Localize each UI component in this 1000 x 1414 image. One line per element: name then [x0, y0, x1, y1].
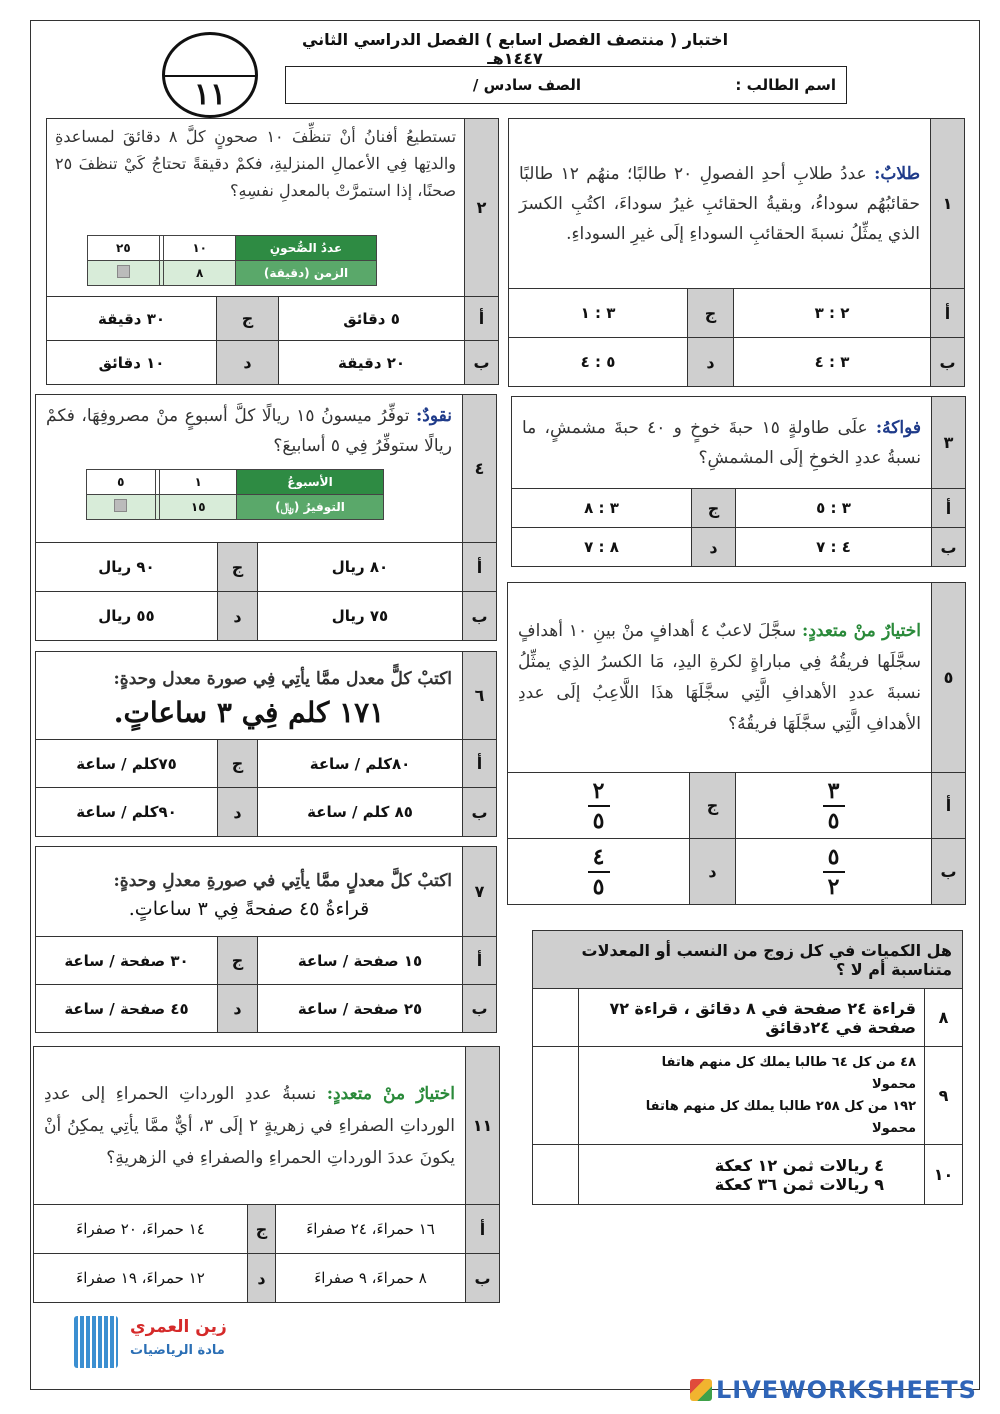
- question-3: [511, 396, 966, 567]
- item-line: ٩ ريالات ثمن ٣٦ كعكة: [714, 1174, 885, 1194]
- table-cell: ١: [160, 470, 237, 495]
- question-rate: ١٧١ كلم فِي ٣ ساعاتٍ.: [113, 696, 385, 729]
- option-b[interactable]: ٧٥ ريال: [258, 592, 463, 641]
- proportion-item-9: [579, 1047, 925, 1145]
- table-cell: ١٠: [164, 236, 236, 261]
- question-number: ٣: [932, 397, 966, 489]
- option-label: ب: [466, 1254, 500, 1303]
- table-header: الأسبوعُ: [237, 470, 384, 495]
- ratio-table: [87, 235, 377, 286]
- option-label: أ: [463, 740, 497, 788]
- option-label: أ: [932, 773, 966, 839]
- option-d[interactable]: ٥ : ٤: [509, 338, 688, 387]
- option-c[interactable]: [508, 773, 690, 839]
- question-number: ١٠: [925, 1145, 963, 1205]
- page-title: اختبار ( منتصف الفصل اسابع ) الفصل الدراسي الثاني ١٤٤٧هـ: [301, 30, 729, 68]
- option-label: أ: [466, 1205, 500, 1254]
- option-d[interactable]: ٥٥ ريال: [36, 592, 218, 641]
- option-b[interactable]: [736, 839, 932, 905]
- option-a[interactable]: ٨٠ ريال: [258, 543, 463, 592]
- author-logo: [70, 1313, 240, 1373]
- table-header: الزمن (دقيقة): [236, 261, 377, 286]
- option-label: ب: [932, 839, 966, 905]
- question-text: عددُ طلابِ أحدِ الفصولِ ٢٠ طالبًا؛ منهُم ١٢ طالبًا حقائبُهُم سوداءُ، وبقيةُ الحقائبِ غيرُ سوداءَ، اكتُبِ الكسرَ الذي يمثِّلُ نسبةَ الحقائبِ السوداءِ إلَى غيرِ السوداءِ.: [519, 163, 920, 244]
- question-number: ٦: [463, 652, 497, 740]
- question-text: توفِّرُ ميسونُ ١٥ ريالًا كلَّ أسبوعٍ منْ مصروفِهَا، فكمْ ريالًا ستوفِّرُ فِي ٥ أسابيعَ؟: [46, 406, 452, 456]
- option-label: ب: [463, 985, 497, 1033]
- item-line: ٤٨ من كل ٦٤ طالبا يملك كل منهم هاتفا: [661, 1054, 917, 1070]
- option-label: د: [690, 839, 736, 905]
- option-label: د: [692, 528, 736, 567]
- question-1: [508, 118, 965, 387]
- proportion-item-8: [579, 989, 925, 1047]
- building-icon: [74, 1316, 118, 1368]
- answer-cell-8[interactable]: [533, 989, 579, 1047]
- option-b[interactable]: ٢٥ صفحة / ساعة: [258, 985, 463, 1033]
- option-a[interactable]: ٥ دقائق: [279, 297, 465, 341]
- liveworksheets-logo-icon: [690, 1379, 712, 1401]
- ratio-table: [86, 469, 384, 520]
- author-name: زين العمري: [130, 1317, 227, 1337]
- option-label: د: [218, 592, 258, 641]
- option-b[interactable]: ٢٠ دقيقة: [279, 341, 465, 385]
- option-label: د: [218, 788, 258, 837]
- fraction-denominator: ٢: [827, 873, 840, 900]
- proportion-item-10: [579, 1145, 925, 1205]
- question-rate: قراءةُ ٤٥ صفحةً فِي ٣ ساعاتٍ.: [128, 897, 370, 920]
- option-c[interactable]: ٣٠ صفحة / ساعة: [36, 937, 218, 985]
- table-header: عددُ الصُّحونِ: [236, 236, 377, 261]
- table-cell: ٢٥: [88, 236, 160, 261]
- option-d[interactable]: ٤٥ صفحة / ساعة: [36, 985, 218, 1033]
- option-label: ج: [218, 937, 258, 985]
- table-cell: ١٥: [160, 495, 237, 520]
- item-line: ١٩٢ من كل ٢٥٨ طالبا يملك كل منهم هاتفا: [645, 1098, 917, 1114]
- item-line: قراءة ٢٤ صفحة في ٨ دقائق ، قراءة ٧٢: [609, 998, 917, 1018]
- option-d[interactable]: ٨ : ٧: [512, 528, 692, 567]
- question-4: [35, 394, 497, 641]
- option-a[interactable]: ١٦ حمراءَ، ٢٤ صفراءَ: [276, 1205, 466, 1254]
- option-label: ج: [218, 543, 258, 592]
- option-label: ج: [218, 740, 258, 788]
- option-label: ج: [690, 773, 736, 839]
- proportion-questions: [532, 930, 963, 1205]
- option-label: د: [688, 338, 734, 387]
- item-line: ٤ ريالات ثمن ١٢ كعكة: [714, 1155, 885, 1175]
- question-number: ٨: [925, 989, 963, 1047]
- option-label: ب: [465, 341, 499, 385]
- option-d[interactable]: [508, 839, 690, 905]
- option-label: ب: [932, 528, 966, 567]
- option-label: د: [248, 1254, 276, 1303]
- question-text: اكتبْ كلَّ معدلٍ ممَّا يأتِي في صورةِ معدلِ وحدةٍ:: [113, 870, 453, 891]
- option-c[interactable]: ٩٠ ريال: [36, 543, 218, 592]
- option-a[interactable]: ٨٠كلم / ساعة: [258, 740, 463, 788]
- question-number: ٢: [465, 119, 499, 297]
- score-value: ١١: [193, 77, 227, 112]
- question-number: ١١: [466, 1047, 500, 1205]
- question-number: ٩: [925, 1047, 963, 1145]
- class-label: الصف سادس /: [472, 76, 581, 94]
- question-number: ١: [931, 119, 965, 289]
- fraction-denominator: ٥: [827, 807, 840, 834]
- question-keyword: طلابٌ:: [874, 163, 921, 184]
- item-line: محمولا: [872, 1076, 917, 1092]
- fraction-denominator: ٥: [592, 807, 605, 834]
- option-label: أ: [932, 489, 966, 528]
- option-label: أ: [463, 937, 497, 985]
- table-header: التوفيرُ (﷼): [237, 495, 384, 520]
- option-c[interactable]: ٧٥كلم / ساعة: [36, 740, 218, 788]
- option-a[interactable]: ٢ : ٣: [734, 289, 931, 338]
- question-keyword: اختيارٌ منْ متعددٍ:: [326, 1083, 456, 1104]
- score-circle: [162, 32, 258, 118]
- table-cell: ٥: [87, 470, 156, 495]
- option-a[interactable]: ١٥ صفحة / ساعة: [258, 937, 463, 985]
- answer-cell-9[interactable]: [533, 1047, 579, 1145]
- question-keyword: فواكهُ:: [875, 417, 921, 438]
- author-subject: مادة الرياضيات: [130, 1343, 225, 1358]
- option-label: أ: [931, 289, 965, 338]
- fraction-numerator: ٣: [827, 777, 840, 804]
- question-text: سجَّلَ لاعبٌ ٤ أهدافٍ منْ بينِ ١٠ أهدافٍ سجَّلَها فريقُهُ فِي مباراةٍ لكرةِ اليدِ، مَا الكسرُ الذِي يمثِّلُ نسبةَ عددِ الأهدافِ الَّتِي سجَّلَهَا هذَا اللَّاعِبُ إلَى عددِ الأهدافِ الَّتِي سجَّلَهَا فريقُهُ؟: [518, 620, 922, 734]
- table-cell: ٨: [164, 261, 236, 286]
- fraction-numerator: ٢: [592, 777, 605, 804]
- watermark-text: LIVEWORKSHEETS: [716, 1376, 977, 1404]
- option-a[interactable]: [736, 773, 932, 839]
- question-number: ٤: [463, 395, 497, 543]
- option-label: د: [218, 985, 258, 1033]
- question-text: علَى طاولةٍ ١٥ حبةَ خوخٍ و ٤٠ حبةَ مشمشٍ، ما نسبةُ عددِ الخوخِ إلَى المشمشِ؟: [522, 417, 921, 468]
- option-c[interactable]: ٣ : ١: [509, 289, 688, 338]
- answer-box[interactable]: [114, 499, 127, 512]
- question-2: [46, 118, 499, 385]
- question-keyword: اختيارٌ منْ متعددٍ:: [802, 620, 922, 641]
- option-c[interactable]: ٣٠ دقيقة: [47, 297, 217, 341]
- item-line: صفحة في ٢٤دقائق: [765, 1017, 917, 1037]
- question-7: [35, 846, 497, 1033]
- question-keyword: نقودٌ:: [416, 406, 452, 426]
- student-name-label: اسم الطالب :: [735, 76, 836, 94]
- option-label: ج: [692, 489, 736, 528]
- option-label: ب: [931, 338, 965, 387]
- question-number: ٧: [463, 847, 497, 937]
- option-label: ج: [217, 297, 279, 341]
- option-b[interactable]: ٤ : ٧: [736, 528, 932, 567]
- option-label: د: [217, 341, 279, 385]
- option-label: ج: [688, 289, 734, 338]
- answer-cell-10[interactable]: [533, 1145, 579, 1205]
- fraction-denominator: ٥: [592, 873, 605, 900]
- option-b[interactable]: ٨ حمراءَ، ٩ صفراءَ: [276, 1254, 466, 1303]
- option-label: أ: [463, 543, 497, 592]
- liveworksheets-watermark: [690, 1376, 977, 1404]
- option-d[interactable]: ١٢ حمراءَ، ١٩ صفراءَ: [34, 1254, 248, 1303]
- option-label: ج: [248, 1205, 276, 1254]
- option-a[interactable]: ٣ : ٥: [736, 489, 932, 528]
- student-info-box: [285, 66, 847, 104]
- option-label: ب: [463, 592, 497, 641]
- question-text: تستطيعُ أفنانُ أنْ تنظِّفَ ١٠ صحونٍ كلَّ ٨ دقائقَ لمساعدةِ والدتِها فِي الأعمالِ المنزليةِ، فكمْ دقيقةً تحتاجُ كَيْ تنظفَ ٢٥ صحنًا، إذا استمرَّتْ بالمعدلِ نفسِهِ؟: [55, 127, 457, 200]
- option-d[interactable]: ١٠ دقائق: [47, 341, 217, 385]
- fraction-numerator: ٥: [827, 843, 840, 870]
- option-label: ب: [463, 788, 497, 837]
- fraction-numerator: ٤: [592, 843, 605, 870]
- question-text: اكتبْ كلًّ معدل ممَّا يأتِي فِي صورة معدل وحدةٍ:: [113, 669, 453, 689]
- option-b[interactable]: ٨٥ كلم / ساعة: [258, 788, 463, 837]
- option-c[interactable]: ٣ : ٨: [512, 489, 692, 528]
- option-c[interactable]: ١٤ حمراءَ، ٢٠ صفراءَ: [34, 1205, 248, 1254]
- option-b[interactable]: ٣ : ٤: [734, 338, 931, 387]
- question-11: [33, 1046, 500, 1303]
- question-6: [35, 651, 497, 837]
- option-d[interactable]: ٩٠كلم / ساعة: [36, 788, 218, 837]
- question-text: نسبةُ عددِ الورداتِ الحمراءِ إلى عددِ الورداتِ الصفراءِ في زهريةٍ ٢ إلَى ٣، أيٌّ ممَّا يأتِي يمكِنُ أنْ يكونَ عددَ الورداتِ الحمراءِ والصفراءِ في الزهريةِ؟: [44, 1083, 456, 1168]
- option-label: أ: [465, 297, 499, 341]
- proportion-prompt: هل الكميات في كل زوج من النسب أو المعدلات متناسبة أم لا ؟: [533, 931, 963, 989]
- question-5: [507, 582, 966, 905]
- answer-box[interactable]: [117, 265, 130, 278]
- item-line: محمولا: [872, 1120, 917, 1136]
- question-number: ٥: [932, 583, 966, 773]
